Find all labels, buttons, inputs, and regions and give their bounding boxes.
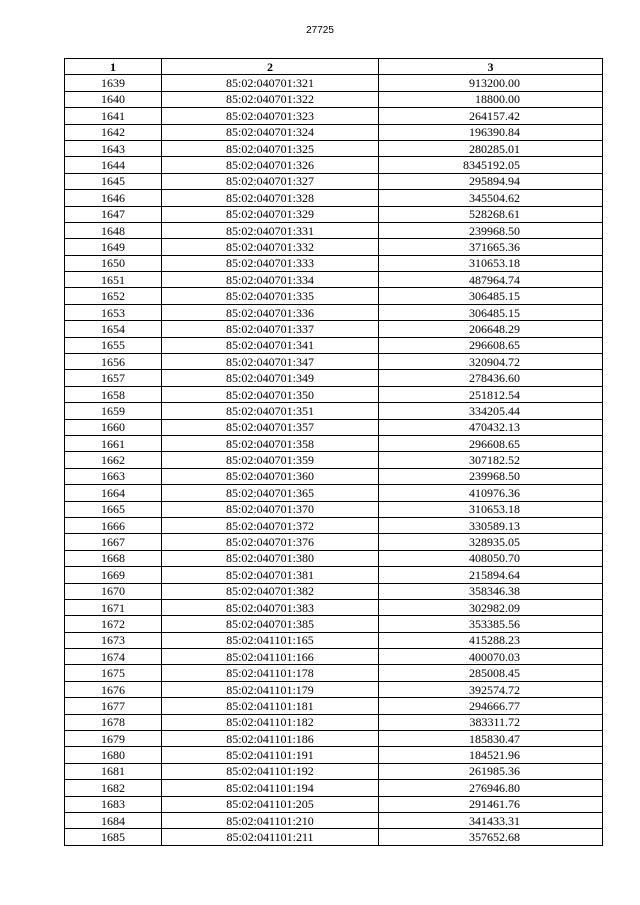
cadastral-number-cell: 85:02:040701:341 <box>162 337 379 353</box>
value-cell: 291461.76 <box>379 796 603 812</box>
value-cell: 302982.09 <box>379 599 603 615</box>
row-number-cell: 1662 <box>65 452 162 468</box>
value-cell: 328935.05 <box>379 534 603 550</box>
value-cell: 280285.01 <box>379 140 603 156</box>
value-cell: 310653.18 <box>379 255 603 271</box>
row-number-cell: 1661 <box>65 435 162 451</box>
table-row <box>65 632 603 648</box>
cadastral-number-cell: 85:02:040701:358 <box>162 435 379 451</box>
row-number-cell: 1641 <box>65 108 162 124</box>
cadastral-number-cell: 85:02:040701:329 <box>162 206 379 222</box>
cadastral-number-cell: 85:02:040701:333 <box>162 255 379 271</box>
table-row <box>65 517 603 533</box>
value-cell: 8345192.05 <box>379 157 603 173</box>
cadastral-number-cell: 85:02:040701:332 <box>162 239 379 255</box>
table-row <box>65 550 603 566</box>
table-row <box>65 583 603 599</box>
table-row <box>65 599 603 615</box>
value-cell: 306485.15 <box>379 304 603 320</box>
value-cell: 264157.42 <box>379 108 603 124</box>
row-number-cell: 1653 <box>65 304 162 320</box>
table-row <box>65 157 603 173</box>
value-cell: 528268.61 <box>379 206 603 222</box>
cadastral-number-cell: 85:02:040701:372 <box>162 517 379 533</box>
cadastral-number-cell: 85:02:041101:186 <box>162 731 379 747</box>
table-row <box>65 124 603 140</box>
page-number: 27725 <box>306 25 334 36</box>
cadastral-number-cell: 85:02:040701:328 <box>162 190 379 206</box>
table-row <box>65 435 603 451</box>
table-row <box>65 534 603 550</box>
row-number-cell: 1645 <box>65 173 162 189</box>
row-number-cell: 1682 <box>65 780 162 796</box>
row-number-cell: 1684 <box>65 812 162 828</box>
value-cell: 400070.03 <box>379 649 603 665</box>
row-number-cell: 1667 <box>65 534 162 550</box>
table-row <box>65 468 603 484</box>
row-number-cell: 1680 <box>65 747 162 763</box>
row-number-cell: 1685 <box>65 829 162 845</box>
table-row <box>65 829 603 845</box>
table-row <box>65 731 603 747</box>
cadastral-number-cell: 85:02:041101:211 <box>162 829 379 845</box>
table-row <box>65 616 603 632</box>
table-row <box>65 321 603 337</box>
cadastral-number-cell: 85:02:040701:376 <box>162 534 379 550</box>
cadastral-number-cell: 85:02:041101:166 <box>162 649 379 665</box>
table-row <box>65 190 603 206</box>
value-cell: 415288.23 <box>379 632 603 648</box>
value-cell: 295894.94 <box>379 173 603 189</box>
table-row <box>65 567 603 583</box>
cadastral-number-cell: 85:02:040701:326 <box>162 157 379 173</box>
value-cell: 239968.50 <box>379 468 603 484</box>
value-cell: 251812.54 <box>379 386 603 402</box>
header-cell-2: 2 <box>162 59 379 75</box>
table-row <box>65 370 603 386</box>
value-cell: 392574.72 <box>379 681 603 697</box>
cadastral-number-cell: 85:02:040701:323 <box>162 108 379 124</box>
value-cell: 345504.62 <box>379 190 603 206</box>
table-row <box>65 501 603 517</box>
row-number-cell: 1656 <box>65 354 162 370</box>
row-number-cell: 1669 <box>65 567 162 583</box>
cadastral-number-cell: 85:02:040701:360 <box>162 468 379 484</box>
cadastral-number-cell: 85:02:041101:191 <box>162 747 379 763</box>
table-row <box>65 485 603 501</box>
row-number-cell: 1678 <box>65 714 162 730</box>
table-row <box>65 714 603 730</box>
value-cell: 410976.36 <box>379 485 603 501</box>
row-number-cell: 1657 <box>65 370 162 386</box>
table-row <box>65 681 603 697</box>
row-number-cell: 1664 <box>65 485 162 501</box>
row-number-cell: 1660 <box>65 419 162 435</box>
value-cell: 371665.36 <box>379 239 603 255</box>
table-row <box>65 337 603 353</box>
table-row <box>65 288 603 304</box>
table-row <box>65 206 603 222</box>
cadastral-number-cell: 85:02:041101:179 <box>162 681 379 697</box>
value-cell: 278436.60 <box>379 370 603 386</box>
row-number-cell: 1640 <box>65 91 162 107</box>
cadastral-number-cell: 85:02:040701:383 <box>162 599 379 615</box>
row-number-cell: 1639 <box>65 75 162 91</box>
value-cell: 294666.77 <box>379 698 603 714</box>
table-row <box>65 108 603 124</box>
table-row <box>65 403 603 419</box>
row-number-cell: 1679 <box>65 731 162 747</box>
cadastral-number-cell: 85:02:040701:325 <box>162 140 379 156</box>
cadastral-number-cell: 85:02:040701:370 <box>162 501 379 517</box>
value-cell: 285008.45 <box>379 665 603 681</box>
table-row <box>65 780 603 796</box>
value-cell: 276946.80 <box>379 780 603 796</box>
cadastral-number-cell: 85:02:041101:165 <box>162 632 379 648</box>
value-cell: 357652.68 <box>379 829 603 845</box>
row-number-cell: 1672 <box>65 616 162 632</box>
header-cell-1: 1 <box>65 59 162 75</box>
cadastral-number-cell: 85:02:040701:331 <box>162 222 379 238</box>
table-row <box>65 452 603 468</box>
row-number-cell: 1675 <box>65 665 162 681</box>
value-cell: 185830.47 <box>379 731 603 747</box>
cadastral-number-cell: 85:02:040701:347 <box>162 354 379 370</box>
value-cell: 206648.29 <box>379 321 603 337</box>
value-cell: 296608.65 <box>379 337 603 353</box>
row-number-cell: 1644 <box>65 157 162 173</box>
cadastral-number-cell: 85:02:041101:182 <box>162 714 379 730</box>
row-number-cell: 1666 <box>65 517 162 533</box>
cadastral-number-cell: 85:02:040701:324 <box>162 124 379 140</box>
table-row <box>65 747 603 763</box>
value-cell: 913200.00 <box>379 75 603 91</box>
table-row <box>65 649 603 665</box>
value-cell: 215894.64 <box>379 567 603 583</box>
value-cell: 470432.13 <box>379 419 603 435</box>
value-cell: 307182.52 <box>379 452 603 468</box>
table-row <box>65 255 603 271</box>
row-number-cell: 1665 <box>65 501 162 517</box>
cadastral-number-cell: 85:02:040701:337 <box>162 321 379 337</box>
table-row <box>65 304 603 320</box>
table-row <box>65 91 603 107</box>
value-cell: 353385.56 <box>379 616 603 632</box>
cadastral-number-cell: 85:02:041101:205 <box>162 796 379 812</box>
cadastral-number-cell: 85:02:040701:321 <box>162 75 379 91</box>
table-row <box>65 173 603 189</box>
cadastral-number-cell: 85:02:040701:381 <box>162 567 379 583</box>
row-number-cell: 1642 <box>65 124 162 140</box>
table-row <box>65 386 603 402</box>
row-number-cell: 1658 <box>65 386 162 402</box>
cadastral-number-cell: 85:02:040701:359 <box>162 452 379 468</box>
table-row <box>65 698 603 714</box>
row-number-cell: 1671 <box>65 599 162 615</box>
table-row <box>65 665 603 681</box>
table-body <box>65 75 603 845</box>
cadastral-number-cell: 85:02:040701:349 <box>162 370 379 386</box>
cadastral-number-cell: 85:02:040701:350 <box>162 386 379 402</box>
table-row <box>65 812 603 828</box>
cadastral-number-cell: 85:02:041101:194 <box>162 780 379 796</box>
value-cell: 261985.36 <box>379 763 603 779</box>
cadastral-number-cell: 85:02:040701:357 <box>162 419 379 435</box>
cadastral-number-cell: 85:02:041101:210 <box>162 812 379 828</box>
cadastral-number-cell: 85:02:040701:334 <box>162 272 379 288</box>
value-cell: 358346.38 <box>379 583 603 599</box>
table-row <box>65 140 603 156</box>
row-number-cell: 1643 <box>65 140 162 156</box>
row-number-cell: 1673 <box>65 632 162 648</box>
value-cell: 310653.18 <box>379 501 603 517</box>
table-header-row <box>65 59 603 75</box>
row-number-cell: 1663 <box>65 468 162 484</box>
cadastral-number-cell: 85:02:041101:181 <box>162 698 379 714</box>
value-cell: 18800.00 <box>379 91 603 107</box>
value-cell: 184521.96 <box>379 747 603 763</box>
row-number-cell: 1659 <box>65 403 162 419</box>
table-row <box>65 272 603 288</box>
row-number-cell: 1652 <box>65 288 162 304</box>
table-row <box>65 354 603 370</box>
table-row <box>65 75 603 91</box>
value-cell: 239968.50 <box>379 222 603 238</box>
row-number-cell: 1674 <box>65 649 162 665</box>
value-cell: 408050.70 <box>379 550 603 566</box>
row-number-cell: 1649 <box>65 239 162 255</box>
value-cell: 196390.84 <box>379 124 603 140</box>
value-cell: 334205.44 <box>379 403 603 419</box>
cadastral-number-cell: 85:02:041101:178 <box>162 665 379 681</box>
row-number-cell: 1676 <box>65 681 162 697</box>
row-number-cell: 1670 <box>65 583 162 599</box>
cadastral-number-cell: 85:02:040701:322 <box>162 91 379 107</box>
table-row <box>65 419 603 435</box>
value-cell: 296608.65 <box>379 435 603 451</box>
cadastral-number-cell: 85:02:040701:327 <box>162 173 379 189</box>
row-number-cell: 1646 <box>65 190 162 206</box>
header-cell-3: 3 <box>379 59 603 75</box>
row-number-cell: 1650 <box>65 255 162 271</box>
row-number-cell: 1654 <box>65 321 162 337</box>
table-row <box>65 796 603 812</box>
table-row <box>65 239 603 255</box>
value-cell: 330589.13 <box>379 517 603 533</box>
cadastral-number-cell: 85:02:040701:336 <box>162 304 379 320</box>
table-row <box>65 763 603 779</box>
cadastral-number-cell: 85:02:040701:335 <box>162 288 379 304</box>
cadastral-number-cell: 85:02:040701:382 <box>162 583 379 599</box>
row-number-cell: 1647 <box>65 206 162 222</box>
row-number-cell: 1651 <box>65 272 162 288</box>
cadastral-number-cell: 85:02:041101:192 <box>162 763 379 779</box>
value-cell: 383311.72 <box>379 714 603 730</box>
table-row <box>65 222 603 238</box>
row-number-cell: 1681 <box>65 763 162 779</box>
cadastral-number-cell: 85:02:040701:365 <box>162 485 379 501</box>
row-number-cell: 1677 <box>65 698 162 714</box>
data-table <box>64 58 603 846</box>
row-number-cell: 1683 <box>65 796 162 812</box>
row-number-cell: 1655 <box>65 337 162 353</box>
row-number-cell: 1668 <box>65 550 162 566</box>
value-cell: 341433.31 <box>379 812 603 828</box>
row-number-cell: 1648 <box>65 222 162 238</box>
value-cell: 306485.15 <box>379 288 603 304</box>
value-cell: 487964.74 <box>379 272 603 288</box>
cadastral-number-cell: 85:02:040701:380 <box>162 550 379 566</box>
value-cell: 320904.72 <box>379 354 603 370</box>
cadastral-number-cell: 85:02:040701:385 <box>162 616 379 632</box>
cadastral-number-cell: 85:02:040701:351 <box>162 403 379 419</box>
